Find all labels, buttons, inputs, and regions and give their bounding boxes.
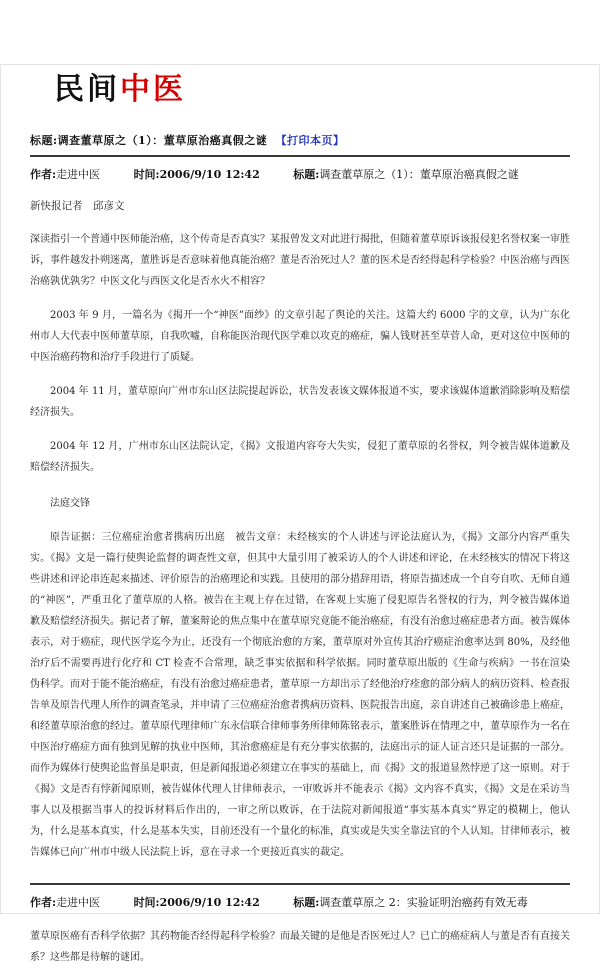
paragraph-2004-11: 2004 年 11 月，董草原向广州市东山区法院提起诉讼，状告发表该文媒体报道不实，要求该媒体道歉消除影响及赔偿经济损失。 <box>30 386 570 418</box>
author-value: 走进中医 <box>56 896 101 909</box>
time-value: 2006/9/10 12:42 <box>159 168 260 181</box>
post1-author <box>30 168 100 181</box>
post2-meta-row <box>30 894 570 910</box>
subject-value: 调查董草原之 2：实验证明治癌药有效无毒 <box>319 896 528 909</box>
print-page <box>0 64 600 968</box>
paragraph-post2-intro: 董草原医癌有否科学依据？其药物能否经得起科学检验？而最关键的是他是否医死过人？已亡的癌症病人与董是否有直接关系？这些都是待解的谜团。 <box>30 931 570 963</box>
subject-label: 标题: <box>293 896 320 909</box>
title-label: 标题: <box>30 134 58 147</box>
post1-subject <box>293 168 519 181</box>
reporter-byline: 新快报记者 邱彦文 <box>30 200 125 212</box>
logo-text-red: 中医 <box>120 72 186 107</box>
page-body <box>0 64 600 963</box>
author-label: 作者: <box>30 168 57 181</box>
author-value: 走进中医 <box>56 168 101 181</box>
print-page-link[interactable]: 【打印本页】 <box>275 134 345 147</box>
time-label: 时间: <box>133 896 160 909</box>
divider-post2 <box>30 883 570 885</box>
time-label: 时间: <box>133 168 160 181</box>
paragraph-intro: 深读指引一个普通中医师能治癌，这个传奇是否真实？某报曾发文对此进行揭批，但随着董草原诉该报侵犯名誉权案一审胜诉，事件越发扑朔迷离，董胜诉是否意味着他真能治癌？董是否治死过人？董的医术是否经得起科学检验？中医治癌与西医治癌孰优孰劣？中医文化与西医文化是否水火不相容？ <box>30 234 570 287</box>
paragraph-court-battle: 原告证据：三位癌症治愈者携病历出庭 被告文章：未经核实的个人讲述与评论法庭认为，《揭》文部分内容严重失实。《揭》文是一篇行使舆论监督的调查性文章，但其中大量引用了被采访人的个人讲述和评论，在未经核实的情况下将这些讲述和评论串连起来描述、评价原告的治癌理论和实践。且使用的部分措辞用语，将原告描述成一个自夸自吹、无师自通的“神医”，严重丑化了董草原的人格。被告在主观上存在过错，在客观上实施了侵犯原告名誉权的行为，判令被告媒体道歉及赔偿经济损失。据记者了解，董案辩论的焦点集中在董草原究竟能不能治癌症，有没有治愈过癌症患者方面。被告媒体表示，对于癌症，现代医学迄今为止，还没有一个彻底治愈的方案，董草原对外宣传其治疗癌症治愈率达到 80%，及经他治疗后不需要再进行化疗和 CT 检查不合常理，缺乏事实依据和科学依据。同时董草原出版的《生命与疾病》一书在渲染伪科学。而对于能不能治癌症，有没有治愈过癌症患者，董草原一方却出示了经他治疗痊愈的部分病人的病历资料、检查报告单及原告代理人所作的调查笔录，并申请了三位癌症治愈者携病历资料、医院报告出庭，亲自讲述自己被确诊患上癌症，和经董草原治愈的经过。董草原代理律师广东永信联合律师事务所律师陈铭表示，董案胜诉在情理之中，董草原作为一名在中医治疗癌症方面有独到见解的执业中医师，其治愈癌症是有充分事实依据的，法庭出示的证人证言还只是证据的一部分。而作为媒体行使舆论监督虽是职责，但是新闻报道必须建立在事实的基础上，而《揭》文的报道显然悖逆了这一原则。对于《揭》文是否有悖新闻原则，被告媒体代理人甘律师表示，一审败诉并不能表示《揭》文内容不真实，《揭》文是在采访当事人以及根据当事人的投诉材料后作出的，一审之所以败诉，在于法院对新闻报道“事实基本真实”界定的模糊上，他认为，什么是基本真实，什么是基本失实，目前还没有一个量化的标准，真实或是失实全靠法官的个人认知。甘律师表示，被告媒体已向广州市中级人民法院上诉，意在寻求一个更接近真实的裁定。 <box>30 532 570 858</box>
thread-title: 调查董草原之（1）：董草原治癌真假之谜 <box>57 134 268 147</box>
post1-time <box>134 168 260 181</box>
post2-subject <box>293 896 528 909</box>
logo-text-black: 民间 <box>54 72 120 107</box>
post2-author <box>30 896 100 909</box>
paragraph-2003-09: 2003 年 9 月，一篇名为《揭开一个“神医”面纱》的文章引起了舆论的关注。这篇大约 6000 字的文章，认为广东化州市人大代表中医师董草原，自我吹嘘，自称能医治现代医学难以攻克的癌症，骗人钱财甚至草菅人命，更对这位中医师的中医治癌药物和治疗手段进行了质疑。 <box>30 310 570 363</box>
post2-time <box>134 896 260 909</box>
section-heading-court: 法庭交锋 <box>50 498 90 509</box>
post1-meta-row <box>30 166 570 182</box>
author-label: 作者: <box>30 896 57 909</box>
divider-top <box>30 155 570 157</box>
time-value: 2006/9/10 12:42 <box>159 896 260 909</box>
subject-label: 标题: <box>293 168 320 181</box>
subject-value: 调查董草原之（1）：董草原治癌真假之谜 <box>319 168 519 181</box>
site-logo <box>54 64 570 108</box>
paragraph-2004-12: 2004 年 12 月，广州市东山区法院认定，《揭》文报道内容夸大失实，侵犯了董草原的名誉权，判令被告媒体道歉及赔偿经济损失。 <box>30 441 570 473</box>
thread-title-bar <box>30 132 570 148</box>
